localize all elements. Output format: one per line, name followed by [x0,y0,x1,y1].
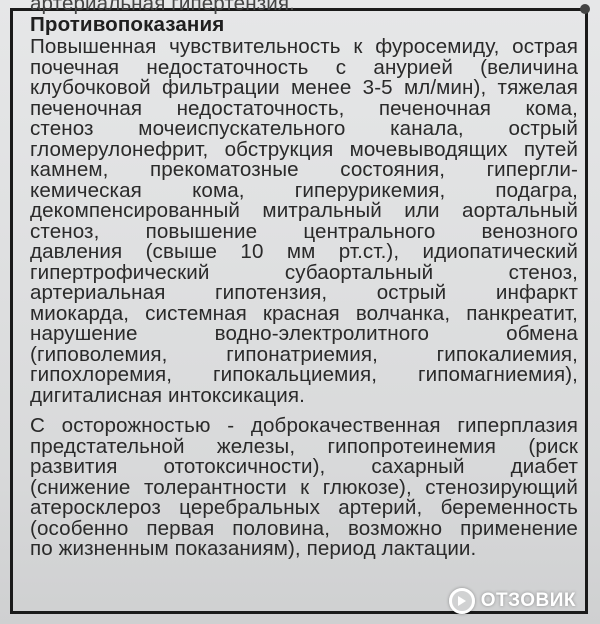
text-line: (гиповолемия, гипонатриемия, гипокалиемия, [30,342,578,366]
otzovik-watermark [449,588,576,614]
text-line: по жизненным показаниям), период лактации. [30,537,477,560]
watermark-text: ОТЗОВИК [480,590,576,611]
text-line: гломерулонефрит, обструкция мочевыводящих путей [30,137,578,161]
text-line: атеросклероз церебральных артерий, беременность [30,496,578,519]
text-line: клубочковой фильтрации менее 3-5 мл/мин), тяжелая [30,76,578,99]
text-line: (снижение толерантности к глюкозе), стенозирующий [30,475,578,499]
text-line: развития ототоксичности), сахарный диабет [30,455,578,478]
text-line: печеночная недостаточность, печеночная кома, [30,96,578,120]
text-line: кемическая кома, гиперурикемия, подагра, [30,178,578,202]
text-line: С осторожностью - доброкачественная гиперплазия [30,414,578,437]
text-line: давления (свыше 10 мм рт.ст.), идиопатический [30,240,578,263]
instruction-leaflet [30,2,578,560]
text-line: нарушение водно-электролитного обмена [30,322,578,345]
text-line: Повышенная чувствительность к фуросемиду, острая [30,35,578,58]
text-line: предстательной железы, гипопротеинемия (риск [30,434,578,458]
cut-off-line: артериальная гипертензия. [30,0,295,15]
text-line: гипертрофический субаортальный стеноз, [30,260,578,284]
frame-corner-dot [580,4,590,14]
caution-paragraph [30,416,578,560]
otzovik-logo-icon [449,588,475,614]
text-line: стеноз, повышение центрального венозного [30,219,578,243]
text-line: почечная недостаточность с анурией (величина [30,55,578,79]
section-heading: Противопоказания [30,12,225,36]
text-line: камнем, прекоматозные состояния, гипергли- [30,158,578,181]
text-line: артериальная гипотензия, острый инфаркт [30,281,578,304]
text-line: гипохлоремия, гипокальциемия, гипомагниемия), [30,363,578,386]
text-line: дигиталисная интоксикация. [30,383,305,407]
text-line: (особенно первая половина, возможно применение [30,516,578,540]
text-line: декомпенсированный митральный или аортальный [30,199,578,222]
text-line: миокарда, системная красная волчанка, панкреатит, [30,301,578,325]
contraindications-paragraph [30,37,578,406]
text-line: стеноз мочеиспускательного канала, острый [30,117,578,140]
